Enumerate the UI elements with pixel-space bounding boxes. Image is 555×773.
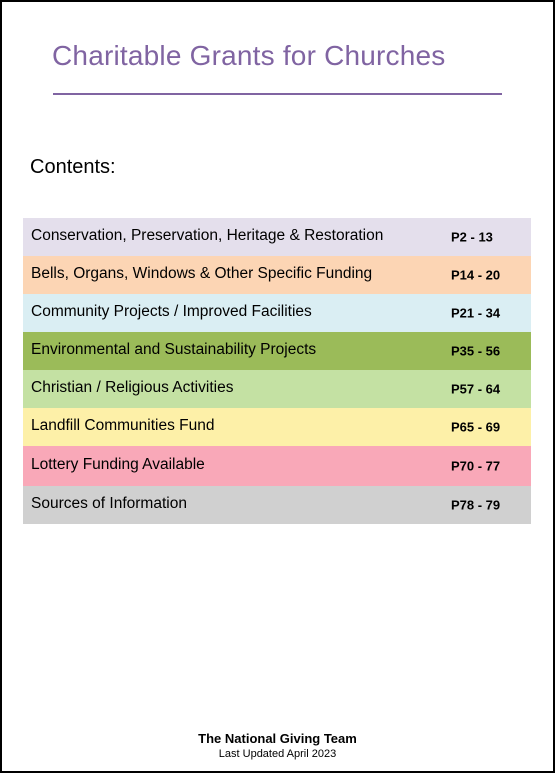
toc-pages: P14 - 20 bbox=[451, 267, 501, 283]
table-of-contents bbox=[23, 218, 531, 524]
toc-row-christian[interactable] bbox=[23, 370, 531, 408]
toc-pages: P21 - 34 bbox=[451, 305, 501, 321]
toc-row-community[interactable] bbox=[23, 294, 531, 332]
toc-pages: P35 - 56 bbox=[451, 343, 501, 359]
toc-label: Landfill Communities Fund bbox=[31, 417, 215, 435]
toc-label: Bells, Organs, Windows & Other Specific Funding bbox=[31, 265, 373, 283]
footer-team: The National Giving Team bbox=[198, 731, 357, 746]
toc-row-environmental[interactable] bbox=[23, 332, 531, 370]
toc-row-landfill[interactable] bbox=[23, 408, 531, 446]
toc-pages: P78 - 79 bbox=[451, 497, 501, 513]
footer bbox=[2, 730, 553, 762]
toc-row-sources[interactable] bbox=[23, 486, 531, 524]
title-underline bbox=[53, 93, 502, 95]
toc-row-lottery[interactable] bbox=[23, 446, 531, 486]
toc-label: Christian / Religious Activities bbox=[31, 379, 234, 397]
document-title: Charitable Grants for Churches bbox=[52, 40, 446, 71]
toc-pages: P70 - 77 bbox=[451, 458, 501, 474]
toc-pages: P2 - 13 bbox=[451, 229, 493, 245]
toc-label: Environmental and Sustainability Projects bbox=[31, 341, 317, 359]
footer-updated: Last Updated April 2023 bbox=[218, 748, 337, 760]
toc-label: Lottery Funding Available bbox=[31, 456, 205, 474]
toc-label: Sources of Information bbox=[31, 495, 187, 513]
toc-pages: P57 - 64 bbox=[451, 381, 501, 397]
toc-row-bells-organs[interactable] bbox=[23, 256, 531, 294]
toc-row-conservation[interactable] bbox=[23, 218, 531, 256]
toc-label: Conservation, Preservation, Heritage & Restoration bbox=[31, 227, 384, 245]
toc-pages: P65 - 69 bbox=[451, 419, 501, 435]
contents-heading: Contents: bbox=[30, 156, 116, 178]
toc-label: Community Projects / Improved Facilities bbox=[31, 303, 312, 321]
